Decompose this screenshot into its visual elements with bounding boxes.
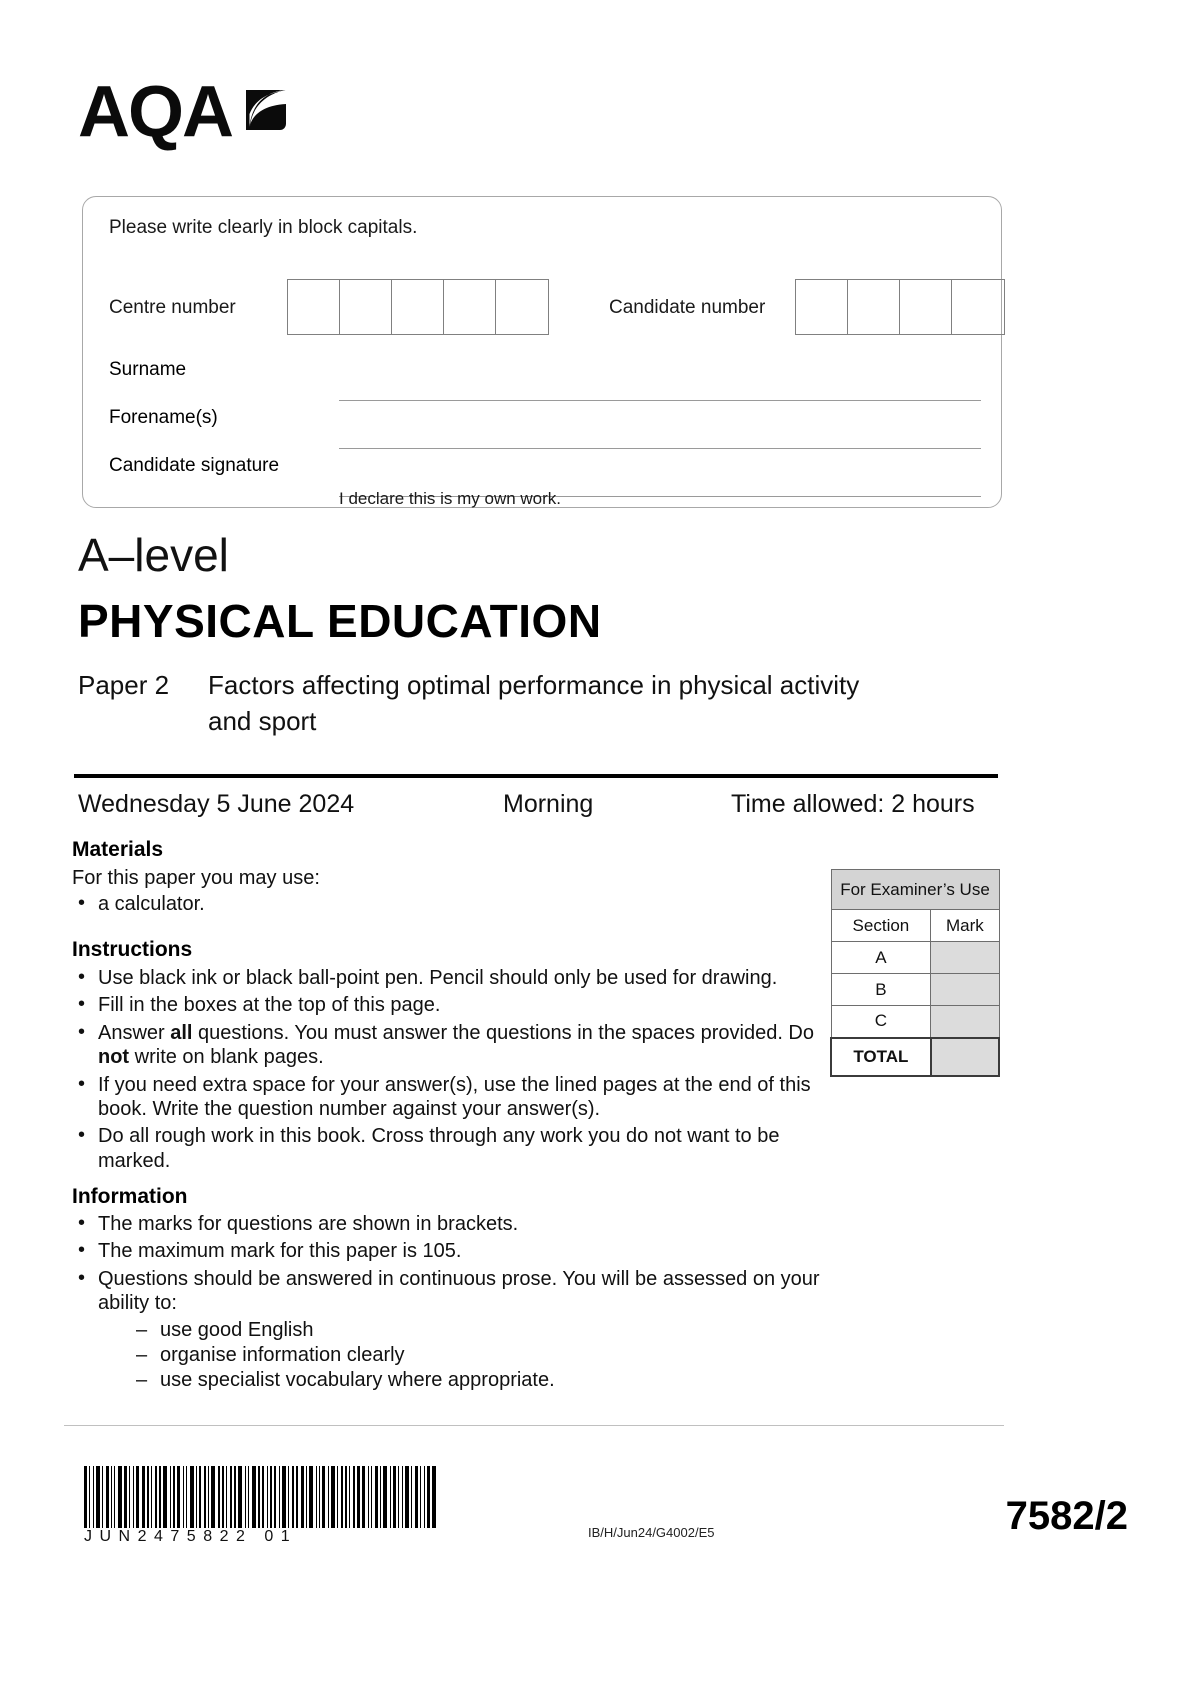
centre-number-input[interactable]	[287, 279, 549, 335]
barcode-bar	[230, 1466, 231, 1528]
barcode-bar	[155, 1466, 158, 1528]
barcode-bar	[270, 1466, 271, 1528]
barcode-bar	[102, 1466, 103, 1528]
examiner-section-label: A	[831, 942, 931, 974]
barcode-bar	[279, 1466, 280, 1528]
barcode-bar	[170, 1466, 171, 1528]
examiner-total-cell[interactable]	[931, 1038, 999, 1076]
candidate-signature-label: Candidate signature	[109, 455, 280, 476]
centre-number-cell[interactable]	[496, 280, 548, 334]
surname-input[interactable]	[339, 400, 981, 401]
candidate-details-panel	[82, 196, 1002, 508]
barcode-bar	[163, 1466, 167, 1528]
barcode-bar	[371, 1466, 372, 1528]
barcode-bar	[267, 1466, 268, 1528]
forename-row	[109, 403, 989, 449]
aqa-logo-text: AQA	[78, 72, 232, 152]
barcode-bar	[296, 1466, 299, 1528]
barcode-bar	[368, 1466, 369, 1528]
barcode-digits: JUN2475822 01	[84, 1528, 298, 1545]
examiner-table-title-row	[831, 870, 999, 910]
barcode-bar	[114, 1466, 115, 1528]
candidate-number-cell[interactable]	[952, 280, 1004, 334]
instruction-item: • Answer all questions. You must answer the questions in the spaces provided. Do not write on blank pages.	[72, 1021, 832, 1070]
barcode-bar	[111, 1466, 112, 1528]
barcode-bar	[383, 1466, 387, 1528]
barcode-bar	[177, 1466, 180, 1528]
barcode-bar	[319, 1466, 320, 1528]
barcode-bar	[316, 1466, 317, 1528]
barcode-bar	[420, 1466, 421, 1528]
examiner-table-header-row	[831, 910, 999, 942]
candidate-number-input[interactable]	[795, 279, 1005, 335]
barcode-bar	[93, 1466, 94, 1528]
subject-title: PHYSICAL EDUCATION	[78, 595, 602, 647]
barcode-bar	[427, 1466, 430, 1528]
barcode-bar	[274, 1466, 277, 1528]
examiner-table-column-header: Section	[831, 910, 931, 942]
barcode-bar	[204, 1466, 207, 1528]
barcode-bar	[118, 1466, 122, 1528]
footer-rule	[64, 1425, 1004, 1426]
barcode-bar	[199, 1466, 200, 1528]
barcode-bar	[248, 1466, 249, 1528]
barcode-bar	[211, 1466, 215, 1528]
barcode-bar	[142, 1466, 146, 1528]
declaration-text: I declare this is my own work.	[339, 489, 562, 508]
block-capitals-instruction: Please write clearly in block capitals.	[109, 217, 418, 238]
barcode-bar	[133, 1466, 134, 1528]
barcode-bar	[151, 1466, 152, 1528]
barcode-bar	[349, 1466, 350, 1528]
barcode-bar	[322, 1466, 325, 1528]
barcode-bar	[136, 1466, 139, 1528]
time-allowed: Time allowed: 2 hours	[731, 790, 975, 818]
materials-list	[72, 892, 752, 919]
information-sub-item: – organise information clearly	[136, 1343, 832, 1368]
barcode-bar	[353, 1466, 354, 1528]
barcode-bar	[196, 1466, 197, 1528]
barcode-bar	[190, 1466, 194, 1528]
barcode-bar	[375, 1466, 378, 1528]
paper-title	[78, 668, 978, 740]
barcode-bar	[258, 1466, 259, 1528]
paper-number: Paper 2	[78, 670, 170, 700]
barcode-bar	[84, 1466, 87, 1528]
barcode-bar	[262, 1466, 265, 1528]
information-sub-item: – use good English	[136, 1318, 832, 1343]
barcode-bar	[331, 1466, 335, 1528]
barcode-bar	[390, 1466, 391, 1528]
barcode-bar	[129, 1466, 130, 1528]
paper-code: 7582/2	[1005, 1494, 1128, 1538]
examiner-total-row	[831, 1038, 999, 1076]
examiner-table-row	[831, 974, 999, 1006]
barcode-bar	[159, 1466, 160, 1528]
barcode-bar	[245, 1466, 246, 1528]
barcode-bar	[238, 1466, 242, 1528]
qualification-level: A–level	[78, 529, 229, 581]
examiner-table-row	[831, 1006, 999, 1038]
examiner-table-title: For Examiner’s Use	[831, 870, 999, 910]
barcode-bar	[357, 1466, 361, 1528]
instruction-item: • Fill in the boxes at the top of this page.	[72, 993, 832, 1017]
information-item: • Questions should be answered in continuous prose. You will be assessed on your ability to: – use good English – organise information clearly – use specialist vocabulary where appropriate.	[72, 1267, 832, 1393]
information-sub-item: – use specialist vocabulary where appropriate.	[136, 1368, 832, 1393]
instruction-item: • Do all rough work in this book. Cross through any work you do not want to be marked.	[72, 1124, 832, 1173]
barcode-bar	[222, 1466, 225, 1528]
barcode-bar	[186, 1466, 187, 1528]
barcode-bar	[96, 1466, 100, 1528]
examiner-table-row	[831, 942, 999, 974]
centre-number-cell[interactable]	[288, 280, 340, 334]
barcode-bar	[411, 1466, 412, 1528]
barcode-bar	[432, 1466, 436, 1528]
centre-number-label: Centre number	[109, 297, 236, 318]
aqa-logo	[78, 72, 292, 152]
barcode-bar	[252, 1466, 256, 1528]
barcode-bar	[218, 1466, 219, 1528]
examiner-mark-cell[interactable]	[931, 1006, 999, 1038]
examiner-section-label: B	[831, 974, 931, 1006]
barcode-bar	[208, 1466, 209, 1528]
aqa-leaf-icon	[240, 84, 292, 136]
barcode-bar	[282, 1466, 286, 1528]
exam-session: Morning	[503, 790, 594, 818]
barcode-bar	[398, 1466, 399, 1528]
barcode-bar	[345, 1466, 348, 1528]
barcode-bar	[337, 1466, 338, 1528]
candidate-number-cell[interactable]	[796, 280, 848, 334]
surname-row	[109, 355, 989, 401]
instruction-item: • Use black ink or black ball-point pen. Pencil should only be used for drawing.	[72, 966, 832, 990]
barcode	[84, 1466, 439, 1528]
barcode-bar	[328, 1466, 329, 1528]
examiner-table-column-header: Mark	[931, 910, 999, 942]
surname-label: Surname	[109, 359, 187, 380]
barcode-bar	[380, 1466, 381, 1528]
materials-heading: Materials	[72, 838, 164, 861]
information-item: • The maximum mark for this paper is 105.	[72, 1239, 832, 1263]
barcode-bar	[362, 1466, 365, 1528]
centre-number-cell[interactable]	[340, 280, 392, 334]
information-list	[72, 1212, 832, 1396]
barcode-bar	[424, 1466, 425, 1528]
exam-date: Wednesday 5 June 2024	[78, 790, 355, 818]
barcode-bar	[106, 1466, 109, 1528]
exam-info-row	[78, 790, 998, 832]
materials-intro: For this paper you may use:	[72, 867, 320, 889]
paper-title-line2: and sport	[208, 705, 317, 736]
examiner-total-label: TOTAL	[831, 1038, 931, 1076]
barcode-bar	[405, 1466, 409, 1528]
instruction-item: • If you need extra space for your answer(s), use the lined pages at the end of this book. Write the question number against your answer(s).	[72, 1073, 832, 1122]
examiner-mark-cell[interactable]	[931, 974, 999, 1006]
candidate-number-cell[interactable]	[848, 280, 900, 334]
candidate-number-label: Candidate number	[609, 297, 766, 318]
examiner-mark-cell[interactable]	[931, 942, 999, 974]
barcode-bar	[183, 1466, 184, 1528]
barcode-bar	[226, 1466, 227, 1528]
centre-number-cell[interactable]	[444, 280, 496, 334]
candidate-number-cell[interactable]	[900, 280, 952, 334]
barcode-bar	[288, 1466, 289, 1528]
barcode-bar	[173, 1466, 176, 1528]
barcode-bar	[147, 1466, 148, 1528]
forename-input[interactable]	[339, 448, 981, 449]
materials-item: • a calculator.	[72, 892, 752, 916]
header-rule	[74, 774, 998, 778]
barcode-bar	[234, 1466, 237, 1528]
number-row	[109, 279, 989, 335]
examiner-use-table	[830, 869, 1000, 1077]
barcode-bar	[124, 1466, 127, 1528]
forename-label: Forename(s)	[109, 407, 218, 428]
barcode-bar	[89, 1466, 90, 1528]
information-sub-list	[136, 1318, 832, 1393]
information-item: • The marks for questions are shown in brackets.	[72, 1212, 832, 1236]
instructions-list	[72, 966, 832, 1176]
ib-code: IB/H/Jun24/G4002/E5	[588, 1525, 715, 1540]
barcode-bar	[309, 1466, 313, 1528]
barcode-bar	[301, 1466, 304, 1528]
instructions-heading: Instructions	[72, 938, 193, 961]
paper-title-line1: Factors affecting optimal performance in physical activity	[208, 670, 860, 700]
barcode-bar	[402, 1466, 403, 1528]
barcode-bar	[341, 1466, 342, 1528]
barcode-bar	[292, 1466, 293, 1528]
centre-number-cell[interactable]	[392, 280, 444, 334]
examiner-section-label: C	[831, 1006, 931, 1038]
information-heading: Information	[72, 1185, 188, 1208]
barcode-bar	[306, 1466, 307, 1528]
barcode-bar	[393, 1466, 396, 1528]
barcode-bar	[415, 1466, 418, 1528]
